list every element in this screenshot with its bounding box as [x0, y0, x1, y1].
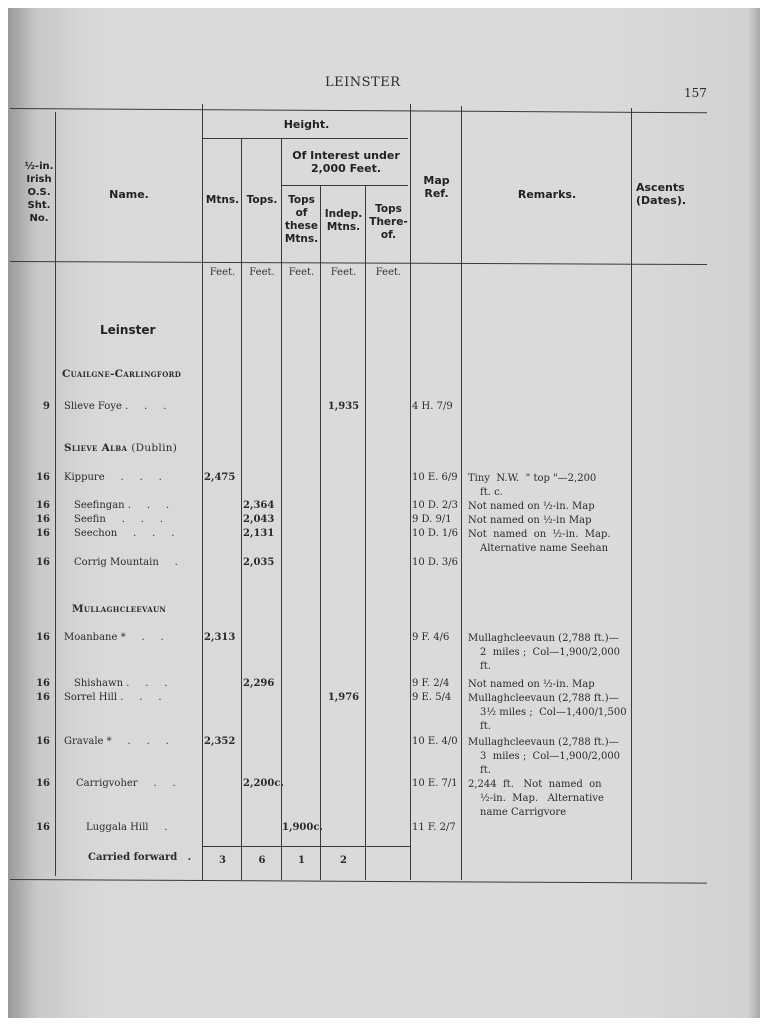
col-divider-name [202, 104, 203, 880]
cell-tops: 2,043 [243, 514, 275, 525]
cell-map-ref: 9 D. 9/1 [412, 514, 452, 525]
header-name: Name. [109, 188, 149, 201]
cell-tops: 2,131 [243, 528, 275, 539]
cell-sht: 16 [36, 822, 50, 833]
cell-name: Shishawn . . . [74, 678, 168, 689]
unit-feet: Feet. [375, 267, 402, 278]
carried-forward-mtns: 3 [219, 855, 226, 866]
header-sheet-line: ½-in. [24, 161, 54, 172]
height-rule [203, 138, 408, 139]
header-line: Map [423, 174, 450, 187]
carried-forward-label: Carried forward . [88, 852, 192, 863]
cell-tops: 2,200c. [243, 778, 284, 789]
cell-sht: 9 [43, 401, 50, 412]
header-ascents [636, 181, 700, 207]
col-divider-indep [365, 186, 366, 880]
cell-tops: 2,296 [243, 678, 275, 689]
cell-name: Corrig Mountain . [74, 557, 178, 568]
header-mtns: Mtns. [205, 194, 240, 206]
cell-remarks-line: Mullaghcleevaun (2,788 ft.)— [468, 633, 619, 644]
cell-map-ref: 9 F. 4/6 [412, 632, 450, 643]
table-top-rule [10, 108, 707, 113]
cell-tops: 2,364 [243, 500, 275, 511]
header-line: these [285, 220, 318, 232]
running-head: LEINSTER [325, 75, 401, 90]
cell-remarks-line: Mullaghcleevaun (2,788 ft.)— [468, 737, 619, 748]
header-line: Of Interest under [292, 149, 400, 162]
cell-map-ref: 9 E. 5/4 [412, 692, 452, 703]
cell-remarks-line: ft. c. [480, 487, 503, 498]
col-divider-mtns [241, 139, 242, 880]
header-tops-thereof [366, 203, 411, 242]
cell-remarks-line: name Carrigvore [480, 807, 567, 818]
header-tops: Tops. [246, 194, 278, 206]
header-line: of. [380, 229, 397, 241]
header-remarks: Remarks. [517, 188, 577, 201]
cell-remarks-line: Tiny N.W. " top "—2,200 [468, 473, 597, 484]
cell-name: Seefin . . . [74, 514, 164, 525]
header-line: There- [369, 216, 408, 228]
cell-mtns: 2,352 [204, 736, 236, 747]
group-title: Cuailgne-Carlingford [62, 368, 182, 380]
col-divider-sheet [55, 112, 56, 876]
header-indep [321, 208, 366, 234]
unit-feet: Feet. [209, 267, 236, 278]
header-line: Indep. [324, 208, 363, 220]
header-line: Ref. [424, 187, 449, 200]
cell-sht: 16 [36, 778, 50, 789]
col-divider-remarks [631, 108, 632, 880]
header-sheet-line: O.S. [27, 187, 51, 198]
cell-name: Gravale * . . . [64, 736, 169, 747]
section-title: Leinster [100, 323, 156, 337]
group-title: Mullaghcleevaun [72, 603, 167, 615]
cell-map-ref: 10 D. 2/3 [412, 500, 459, 511]
cell-remarks-line: Alternative name Seehan [480, 543, 609, 554]
carried-forward-indep: 2 [340, 855, 347, 866]
cell-remarks-line: 2 miles ; Col—1,900/2,000 [480, 647, 621, 658]
cell-remarks-line: ft. [480, 721, 491, 732]
header-line: Tops [375, 203, 402, 215]
cell-indep: 1,976 [327, 692, 360, 703]
header-line: of [295, 207, 308, 219]
cell-map-ref: 4 H. 7/9 [412, 401, 453, 412]
group-title-text: Slieve Alba [64, 442, 128, 454]
header-sheet-line: Sht. [27, 200, 51, 211]
cell-remarks-line: 3½ miles ; Col—1,400/1,500 [480, 707, 627, 718]
cell-tops: 2,035 [243, 557, 275, 568]
cell-tops-of: 1,900c. [282, 822, 323, 833]
header-line: (Dates). [636, 194, 687, 207]
cell-sht: 16 [36, 632, 50, 643]
unit-feet: Feet. [330, 267, 357, 278]
cell-sht: 16 [36, 528, 50, 539]
cell-map-ref: 10 E. 6/9 [412, 472, 458, 483]
cell-sht: 16 [36, 500, 50, 511]
carried-forward-tops: 6 [258, 855, 266, 866]
interest-rule [282, 185, 408, 186]
cell-name: Sorrel Hill . . . [64, 692, 162, 703]
header-line: Mtns. [284, 233, 319, 245]
cell-sht: 16 [36, 514, 50, 525]
cell-name: Seefingan . . . [74, 500, 170, 511]
cell-remarks-line: Not named on ½-in. Map [468, 501, 595, 512]
header-sheet-line: No. [29, 213, 49, 224]
cell-name: Slieve Foye . . . [64, 401, 167, 412]
cell-remarks-line: Not named on ½-in. Map [468, 679, 595, 690]
cell-sht: 16 [36, 678, 50, 689]
cell-remarks-line: ½-in. Map. Alternative [480, 793, 604, 804]
header-of-interest [282, 149, 410, 175]
cell-sht: 16 [36, 692, 50, 703]
cell-remarks-line: Not named on ½-in Map [468, 515, 592, 526]
cell-mtns: 2,313 [204, 632, 236, 643]
header-bottom-rule [10, 261, 707, 265]
cell-name: Moanbane * . . [64, 632, 164, 643]
header-line: Tops [288, 194, 315, 206]
header-map-ref [411, 174, 462, 200]
header-sheet-line: Irish [26, 174, 52, 185]
col-divider-mapref [461, 106, 462, 880]
carried-forward-rule [202, 846, 410, 847]
cell-remarks-line: ft. [480, 661, 491, 672]
cell-map-ref: 10 E. 4/0 [412, 736, 458, 747]
cell-sht: 16 [36, 472, 50, 483]
group-title-suffix: (Dublin) [131, 442, 178, 454]
header-height: Height. [283, 118, 330, 131]
cell-map-ref: 9 F. 2/4 [412, 678, 450, 689]
cell-name: Luggala Hill . [86, 822, 168, 833]
header-sheet-no [22, 160, 56, 225]
cell-sht: 16 [36, 557, 50, 568]
cell-map-ref: 10 D. 3/6 [412, 557, 459, 568]
header-line: Ascents [636, 181, 685, 194]
col-divider-topsof [320, 186, 321, 880]
cell-remarks-line: 2,244 ft. Not named on [468, 779, 602, 790]
cell-name: Seechon . . . [74, 528, 175, 539]
cell-map-ref: 10 E. 7/1 [412, 778, 458, 789]
cell-remarks-line: 3 miles ; Col—1,900/2,000 [480, 751, 621, 762]
header-tops-of-these [282, 194, 321, 246]
table-bottom-rule [10, 879, 707, 884]
cell-remarks-line: Mullaghcleevaun (2,788 ft.)— [468, 693, 619, 704]
page-number: 157 [684, 86, 707, 100]
carried-forward-tops-of: 1 [298, 855, 305, 866]
unit-feet: Feet. [249, 267, 275, 278]
cell-indep: 1,935 [327, 401, 360, 412]
header-line: 2,000 Feet. [310, 162, 382, 175]
cell-remarks-line: Not named on ½-in. Map. [468, 529, 611, 540]
book-page [8, 8, 760, 1018]
group-title [64, 442, 177, 454]
cell-name: Carrigvoher . . [76, 778, 176, 789]
cell-mtns: 2,475 [204, 472, 236, 483]
cell-map-ref: 11 F. 2/7 [412, 822, 456, 833]
cell-map-ref: 10 D. 1/6 [412, 528, 459, 539]
unit-feet: Feet. [288, 267, 315, 278]
cell-sht: 16 [36, 736, 50, 747]
cell-name: Kippure . . . [64, 472, 162, 483]
cell-remarks-line: ft. [480, 765, 491, 776]
header-line: Mtns. [326, 221, 361, 233]
